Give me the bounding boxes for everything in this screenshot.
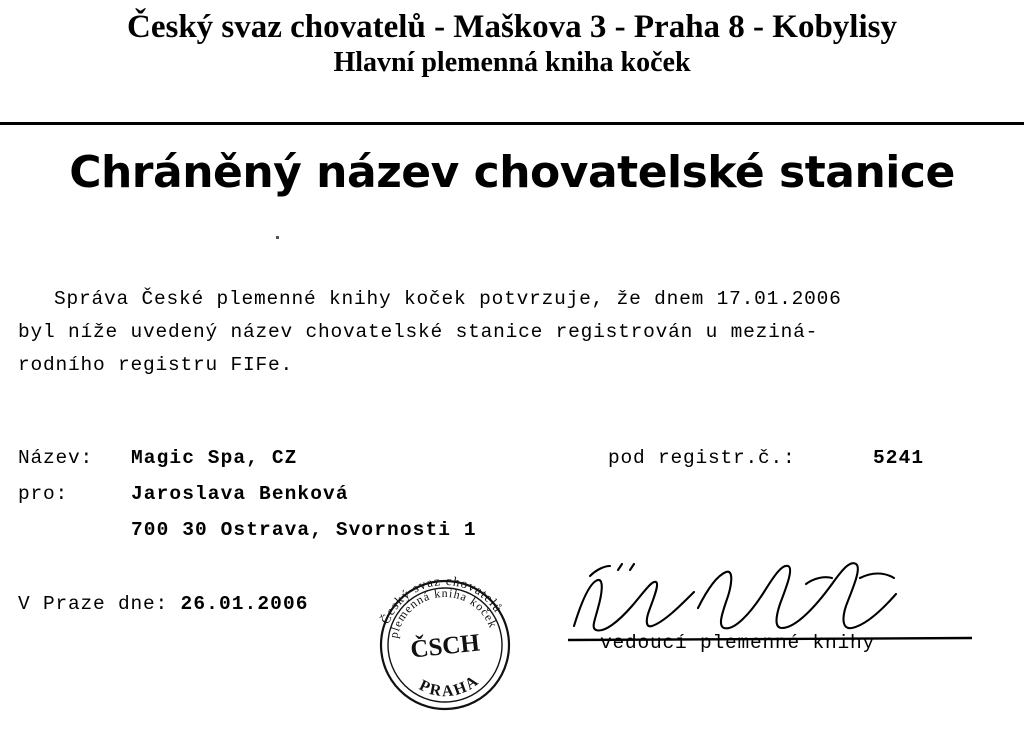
place-date-line bbox=[18, 593, 309, 615]
official-stamp bbox=[370, 570, 520, 720]
detail-fields bbox=[18, 440, 1008, 548]
body-line-2: byl níže uvedený název chovatelské stanice registrován u meziná- bbox=[18, 321, 819, 343]
svg-text:ČSCH: ČSCH bbox=[409, 629, 482, 664]
document-header bbox=[0, 8, 1024, 79]
registration-number-label: pod registr.č.: bbox=[608, 447, 796, 469]
registration-number-value: 5241 bbox=[873, 447, 925, 469]
svg-text:plemenná kniha koček: plemenná kniha koček bbox=[386, 585, 501, 640]
body-line-3: rodního registru FIFe. bbox=[18, 354, 294, 376]
address-row bbox=[18, 512, 1008, 548]
speck-artifact bbox=[276, 236, 279, 239]
cattery-name-value: Magic Spa, CZ bbox=[131, 447, 298, 469]
cattery-name-label: Název: bbox=[18, 447, 94, 469]
registry-line: Hlavní plemenná kniha koček bbox=[333, 47, 691, 78]
svg-text:PRAHA: PRAHA bbox=[416, 671, 483, 701]
body-line-1: Správa České plemenné knihy koček potvrzuje, že dnem 17.01.2006 bbox=[54, 288, 842, 310]
body-paragraph bbox=[18, 283, 1018, 382]
organization-line: Český svaz chovatelů - Maškova 3 - Praha 8 - Kobylisy bbox=[127, 9, 897, 45]
signature-caption: vedoucí plemenné knihy bbox=[600, 632, 876, 654]
address-value: 700 30 Ostrava, Svornosti 1 bbox=[131, 519, 477, 541]
place-date-label: V Praze dne: bbox=[18, 593, 169, 615]
owner-label: pro: bbox=[18, 483, 69, 505]
header-divider bbox=[0, 122, 1024, 125]
owner-value: Jaroslava Benková bbox=[131, 483, 349, 505]
page-title: Chráněný název chovatelské stanice bbox=[69, 147, 955, 198]
owner-row bbox=[18, 476, 1008, 512]
svg-text:Český svaz chovatelů: Český svaz chovatelů bbox=[377, 572, 507, 627]
cattery-name-row bbox=[18, 440, 1008, 476]
place-date-value: 26.01.2006 bbox=[180, 593, 309, 615]
